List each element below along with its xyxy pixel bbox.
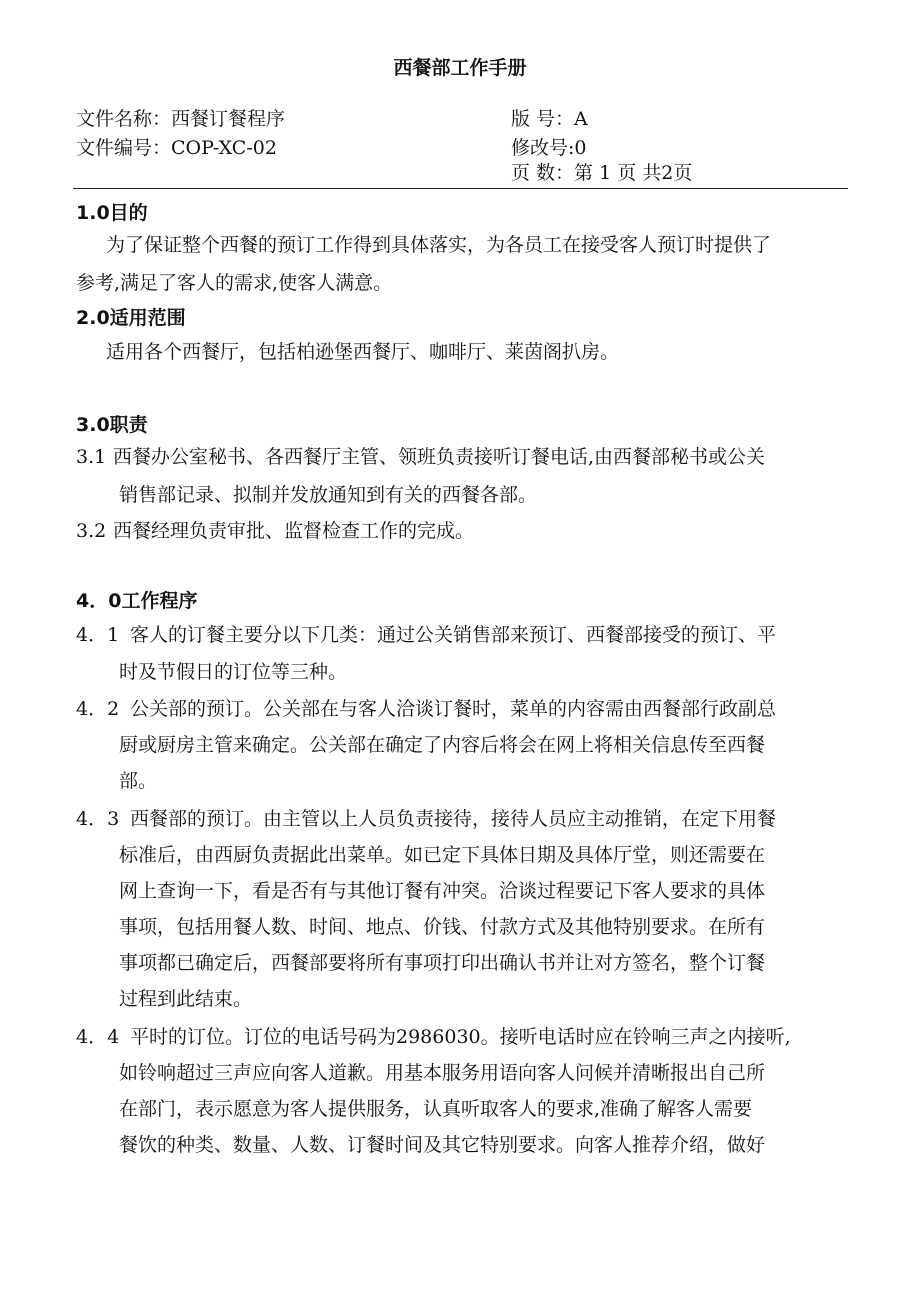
item-4-2-number: 4．2	[76, 698, 120, 720]
item-4-3-line: 西餐部的预订。由主管以上人员负责接待，接待人员应主动推销，在定下用餐	[130, 808, 777, 830]
item-3-1-number: 3.1	[76, 446, 107, 468]
item-3-1-line: 销售部记录、拟制并发放通知到有关的西餐各部。	[119, 484, 538, 506]
item-4-1-line: 客人的订餐主要分以下几类：通过公关销售部来预订、西餐部接受的预订、平	[130, 624, 777, 646]
item-4-2-line: 公关部的预订。公关部在与客人洽谈订餐时，菜单的内容需由西餐部行政副总	[130, 698, 777, 720]
version: 版 号：A	[511, 108, 588, 130]
item-4-3-line: 事项都已确定后，西餐部要将所有事项打印出确认书并让对方签名，整个订餐	[119, 952, 766, 974]
item-4-2-line: 部。	[119, 770, 158, 792]
item-4-4-line: 平时的订位。订位的电话号码为2986030。接听电话时应在铃响三声之内接听,	[130, 1026, 791, 1048]
item-4-3-line: 事项，包括用餐人数、时间、地点、价钱、付款方式及其他特别要求。在所有	[119, 916, 766, 938]
item-3-2-line: 西餐经理负责审批、监督检查工作的完成。	[113, 520, 475, 542]
section-1-line: 为了保证整个西餐的预订工作得到具体落实，为各员工在接受客人预订时提供了	[106, 234, 772, 256]
section-1-line: 参考,满足了客人的需求,使客人满意。	[76, 272, 393, 294]
item-4-4-line: 如铃响超过三声应向客人道歉。用基本服务用语向客人问候并清晰报出自己所	[119, 1062, 766, 1084]
item-4-2-line: 厨或厨房主管来确定。公关部在确定了内容后将会在网上将相关信息传至西餐	[119, 734, 766, 756]
section-1-heading: 1.0目的	[76, 202, 148, 224]
item-3-1-line: 西餐办公室秘书、各西餐厅主管、领班负责接听订餐电话,由西餐部秘书或公关	[113, 446, 766, 468]
item-4-4-line: 餐饮的种类、数量、人数、订餐时间及其它特别要求。向客人推荐介绍，做好	[119, 1134, 766, 1156]
revision: 修改号:0	[511, 137, 587, 159]
document-title: 西餐部工作手册	[393, 57, 527, 79]
item-3-2-number: 3.2	[76, 520, 107, 542]
section-2-heading: 2.0适用范围	[76, 307, 186, 329]
header-divider	[73, 188, 848, 189]
item-4-1-number: 4．1	[76, 624, 120, 646]
item-4-3-line: 网上查询一下，看是否有与其他订餐有冲突。洽谈过程要记下客人要求的具体	[119, 880, 766, 902]
item-4-1-line: 时及节假日的订位等三种。	[119, 661, 348, 683]
item-4-3-number: 4．3	[76, 808, 120, 830]
section-3-heading: 3.0职责	[76, 414, 148, 436]
item-4-3-line: 标准后，由西厨负责据此出菜单。如已定下具体日期及具体厅堂，则还需要在	[119, 844, 766, 866]
section-4-heading: 4．0工作程序	[76, 590, 198, 612]
file-name: 文件名称：西餐订餐程序	[76, 108, 286, 130]
item-4-4-number: 4．4	[76, 1026, 120, 1048]
section-2-line: 适用各个西餐厅，包括柏逊堡西餐厅、咖啡厅、莱茵阁扒房。	[106, 341, 620, 363]
item-4-4-line: 在部门，表示愿意为客人提供服务，认真听取客人的要求,准确了解客人需要	[119, 1098, 753, 1120]
file-number: 文件编号：COP-XC-02	[76, 137, 277, 159]
page-count: 页 数：第 1 页 共2页	[511, 162, 693, 184]
item-4-3-line: 过程到此结束。	[119, 988, 253, 1010]
